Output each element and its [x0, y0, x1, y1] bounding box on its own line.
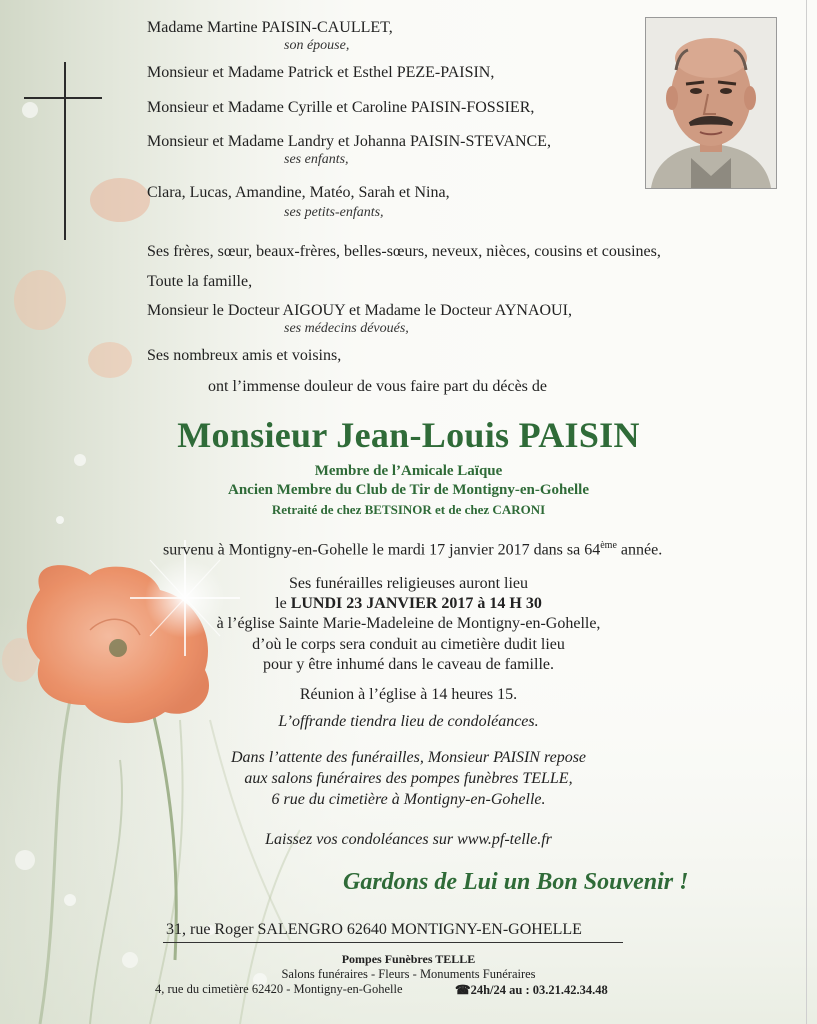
death-end: année. [616, 541, 663, 559]
portrait-photo [645, 17, 777, 189]
rest-line-1: Dans l’attente des funérailles, Monsieur PAISIN repose [230, 749, 587, 766]
death-line [163, 540, 662, 559]
meeting-line: Réunion à l’église à 14 heures 15. [299, 686, 518, 703]
death-text: survenu à Montigny-en-Gohelle le mardi 17 janvier 2017 dans sa 64 [163, 541, 601, 559]
company-phone: ☎24h/24 au : 03.21.42.34.48 [455, 983, 608, 997]
condolences-line: Laissez vos condoléances sur www.pf-telle.fr [265, 831, 552, 848]
family-line: Toute la famille, [147, 273, 253, 290]
cross-horizontal [24, 97, 102, 99]
friends-line: Ses nombreux amis et voisins, [147, 347, 342, 364]
grandchildren-role: ses petits-enfants, [284, 205, 384, 220]
funeral-line-1: Ses funérailles religieuses auront lieu [288, 575, 529, 592]
company-address: 4, rue du cimetière 62420 - Montigny-en-Gohelle [155, 982, 403, 996]
doctors-role: ses médecins dévoués, [284, 321, 409, 336]
announcement-line: ont l’immense douleur de vous faire part du décès de [208, 378, 547, 395]
address-underline [163, 942, 623, 943]
funeral-line-2 [0, 595, 817, 613]
child-line-2: Monsieur et Madame Cyrille et Caroline PAISIN-FOSSIER, [147, 99, 535, 116]
deceased-name: Monsieur Jean-Louis PAISIN [177, 415, 640, 455]
motto: Gardons de Lui un Bon Souvenir ! [343, 869, 689, 895]
spouse-role: son épouse, [284, 38, 350, 53]
children-role: ses enfants, [284, 152, 349, 167]
funeral-line-5: pour y être inhumé dans le caveau de famille. [263, 656, 554, 673]
funeral-line-4: d’où le corps sera conduit au cimetière dudit lieu [252, 636, 565, 653]
role-retired: Retraité de chez BETSINOR et de chez CARONI [271, 502, 546, 517]
death-ordinal: ème [600, 540, 617, 551]
funeral-line-3: à l’église Sainte Marie-Madeleine de Montigny-en-Gohelle, [216, 615, 601, 632]
doctors-line: Monsieur le Docteur AIGOUY et Madame le Docteur AYNAOUI, [147, 302, 572, 319]
spouse-line: Madame Martine PAISIN-CAULLET, [147, 19, 393, 36]
rest-line-2: aux salons funéraires des pompes funèbres TELLE, [244, 770, 573, 787]
home-address: 31, rue Roger SALENGRO 62640 MONTIGNY-EN-GOHELLE [166, 921, 582, 938]
child-line-3: Monsieur et Madame Landry et Johanna PAISIN-STEVANCE, [147, 133, 551, 150]
funeral-date-prefix: le [275, 595, 291, 612]
cross-vertical [64, 62, 66, 240]
role-club-tir: Ancien Membre du Club de Tir de Montigny-en-Gohelle [228, 482, 589, 498]
funeral-services: Salons funéraires - Fleurs - Monuments Funéraires [281, 967, 536, 981]
rest-line-3: 6 rue du cimetière à Montigny-en-Gohelle. [271, 791, 546, 808]
funeral-date: LUNDI 23 JANVIER 2017 à 14 H 30 [290, 595, 542, 612]
role-amicale: Membre de l’Amicale Laïque [314, 463, 503, 479]
funeral-company: Pompes Funèbres TELLE [341, 952, 476, 966]
grandchildren-line: Clara, Lucas, Amandine, Matéo, Sarah et Nina, [147, 184, 450, 201]
siblings-line: Ses frères, sœur, beaux-frères, belles-sœurs, neveux, nièces, cousins et cousines, [147, 243, 661, 260]
child-line-1: Monsieur et Madame Patrick et Esthel PEZE-PAISIN, [147, 64, 495, 81]
offering-line: L’offrande tiendra lieu de condoléances. [278, 713, 539, 730]
